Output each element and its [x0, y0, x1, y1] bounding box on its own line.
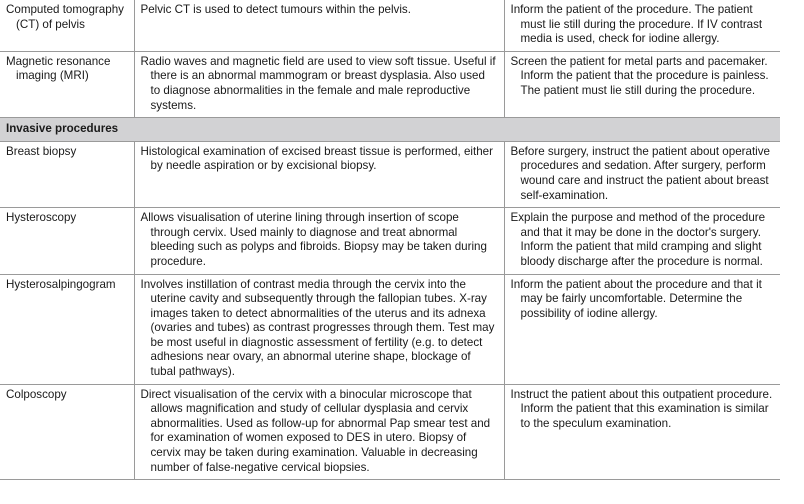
- table-row: [0, 384, 780, 480]
- test-description: Allows visualisation of uterine lining through insertion of scope through cervix. Used mainly to diagnose and treat abnormal bleeding such as polyps and fibroids. Biopsy may be taken during procedure.: [140, 211, 487, 268]
- test-name: Breast biopsy: [6, 144, 77, 158]
- test-description: Pelvic CT is used to detect tumours within the pelvis.: [140, 3, 411, 16]
- section-header-row: [0, 118, 780, 142]
- nursing-action: Inform the patient about the procedure and that it may be fairly uncomfortable. Determine the possibility of iodine allergy.: [510, 277, 762, 320]
- nursing-action: Screen the patient for metal parts and pacemaker. Inform the patient that the procedure is painless. The patient must lie still during the procedure.: [510, 54, 769, 97]
- table-row: [0, 141, 780, 207]
- nursing-action: Before surgery, instruct the patient about operative procedures and sedation. After surgery, perform wound care and instruct the patient about breast self-examination.: [510, 144, 771, 202]
- test-description: Direct visualisation of the cervix with a binocular microscope that allows magnification and study of cellular dysplasia and cervix abnormalities. Used as follow-up for abnormal Pap smear test and for examination of women exposed to DES in utero. Biopsy of cervix may be taken during examination. Valuable in decreasing number of false-negative cervical biopsies.: [140, 387, 491, 474]
- table-row: [0, 274, 780, 384]
- test-name: Hysteroscopy: [6, 211, 77, 225]
- section-header: Invasive procedures: [0, 118, 780, 142]
- test-name: Colposcopy: [6, 387, 67, 401]
- test-description: Involves instillation of contrast media through the cervix into the uterine cavity and subsequently through the fallopian tubes. X-ray images taken to detect abnormalities of the uterus and its adnexa (ovaries and tubes) as contrast progresses through them. Test may be most useful in diagnostic assessment of fertility (e.g. to detect adhesions near ovary, an abnormal uterine shape, blockage of tubal pathways).: [140, 277, 495, 379]
- nursing-action: Instruct the patient about this outpatient procedure. Inform the patient that this examination is similar to the speculum examination.: [510, 387, 773, 430]
- test-description: Histological examination of excised breast tissue is performed, either by needle aspiration or by excisional biopsy.: [140, 144, 493, 173]
- test-name: Hysterosalpingogram: [6, 277, 116, 291]
- nursing-action: Inform the patient of the procedure. The patient must lie still during the procedure. If IV contrast media is used, check for iodine allergy.: [510, 3, 763, 46]
- table-row: [0, 0, 780, 51]
- test-name: Computed tomography (CT) of pelvis: [6, 3, 124, 31]
- nursing-action: Explain the purpose and method of the procedure and that it may be done in the doctor's surgery. Inform the patient that mild cramping and slight bloody discharge after the procedure is normal.: [510, 211, 766, 268]
- table-row: [0, 51, 780, 117]
- table-row: [0, 208, 780, 274]
- test-name: Magnetic resonance imaging (MRI): [6, 54, 111, 83]
- test-description: Radio waves and magnetic field are used to view soft tissue. Useful if there is an abnormal mammogram or breast dysplasia. Also used to diagnose abnormalities in the female and male reproductive systems.: [140, 54, 496, 112]
